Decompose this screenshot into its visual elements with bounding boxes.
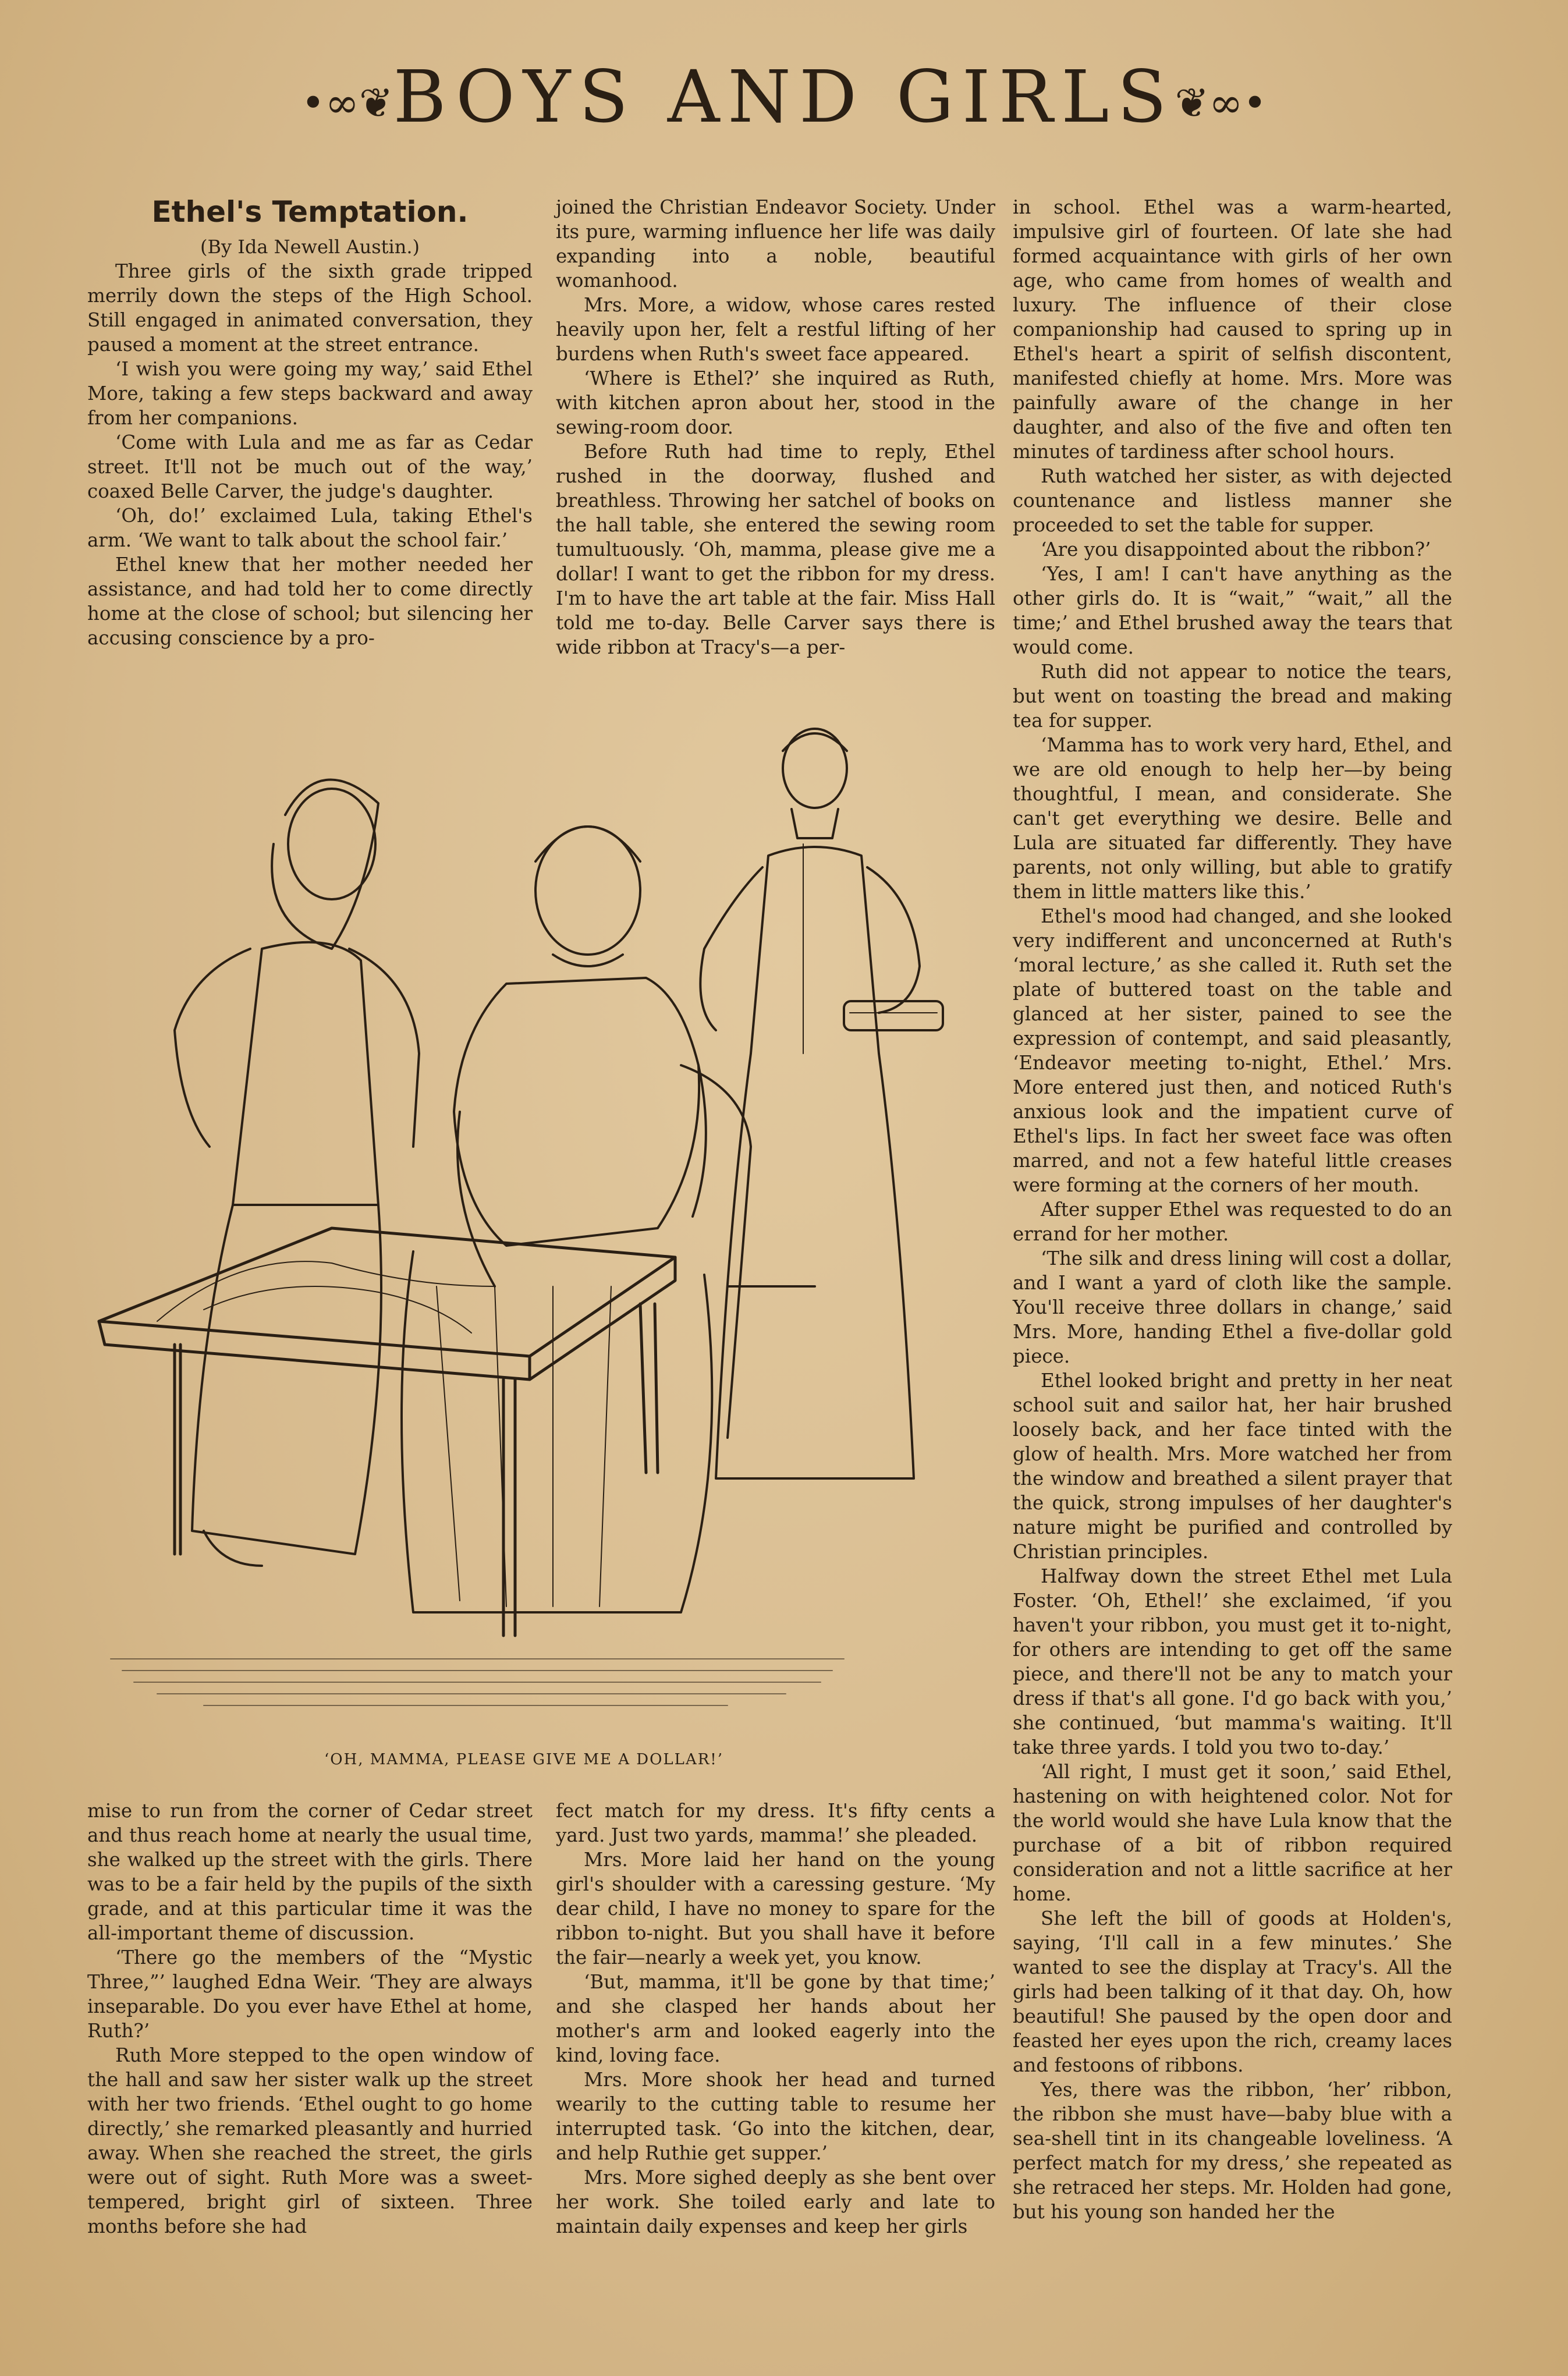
masthead xyxy=(0,55,1568,143)
paragraph: Yes, there was the ribbon, ‘her’ ribbon, the ribbon she must have—baby blue with a sea-shell tint in its changeable loveliness. ‘A perfect match for my dress,’ she repeated as she retraced her steps. Mr. Holden had gone, but his young son handed her the xyxy=(1013,2079,1452,2223)
column-3 xyxy=(1013,195,1452,2224)
paragraph: ‘The silk and dress lining will cost a dollar, and I want a yard of cloth like the sample. You'll receive three dollars in change,’ said Mrs. More, handing Ethel a five-dollar gold piece. xyxy=(1013,1247,1452,1367)
paragraph: Halfway down the street Ethel met Lula Foster. ‘Oh, Ethel!’ she exclaimed, ‘if you haven't your ribbon, you must get it to-night, for others are intending to get off the same piece, and there'll not be any to match your dress if that's all gone. I'd go back with you,’ she continued, ‘but mamma's waiting. It'll take three yards. I told you two to-day.’ xyxy=(1013,1565,1452,1758)
paragraph: Ethel looked bright and pretty in her neat school suit and sailor hat, her hair brushed loosely back, and her face tinted with the glow of health. Mrs. More watched her from the window and breathed a silent prayer that the quick, strong impulses of her daughter's nature might be purified and controlled by Christian principles. xyxy=(1013,1370,1452,1563)
paragraph: ‘Are you disappointed about the ribbon?’ xyxy=(1041,538,1431,561)
paragraph: ‘Where is Ethel?’ she inquired as Ruth, with kitchen apron about her, stood in the sewing-room door. xyxy=(556,367,995,438)
paragraph: Ethel knew that her mother needed her assistance, and had told her to come directly home at the close of school; but silencing her accusing conscience by a pro- xyxy=(87,554,533,649)
paragraph: ‘Oh, do!’ exclaimed Lula, taking Ethel's arm. ‘We want to talk about the school fair.’ xyxy=(87,505,533,551)
chair xyxy=(681,1065,815,1438)
paragraph: Mrs. More sighed deeply as she bent over her work. She toiled early and late to maintain daily expenses and keep her girls xyxy=(556,2166,995,2237)
paragraph: Mrs. More laid her hand on the young girl's shoulder with a caressing gesture. ‘My dear child, I have no money to spare for the ribbon to-night. But you shall have it before the fair—nearly a week yet, you know. xyxy=(556,1849,995,1969)
paragraph: ‘I wish you were going my way,’ said Ethel More, taking a few steps backward and away from her companions. xyxy=(87,358,533,429)
paragraph: mise to run from the corner of Cedar street and thus reach home at nearly the usual time, she walked up the street with the girls. There was to be a fair held by the pupils of the sixth grade, and at this particular time it was the all-important theme of discussion. xyxy=(87,1800,533,1944)
paragraph: Mrs. More shook her head and turned wearily to the cutting table to resume her interrupted task. ‘Go into the kitchen, dear, and help Ruthie get supper.’ xyxy=(556,2069,995,2164)
paragraph: Ruth watched her sister, as with dejected countenance and listless manner she proceeded to set the table for supper. xyxy=(1013,465,1452,536)
column-2-bottom xyxy=(556,1799,995,2239)
story-byline: (By Ida Newell Austin.) xyxy=(200,236,420,258)
paragraph: Ruth did not appear to notice the tears, but went on toasting the bread and making tea for supper. xyxy=(1013,661,1452,732)
paragraph: ‘There go the members of the “Mystic Three,”’ laughed Edna Weir. ‘They are always inseparable. Do you ever have Ethel at home, Ruth?’ xyxy=(87,1946,533,2042)
paragraph: After supper Ethel was requested to do an errand for her mother. xyxy=(1013,1198,1452,1245)
floor-hatching xyxy=(111,1659,844,1705)
paragraph: fect match for my dress. It's fifty cents a yard. Just two yards, mamma!’ she pleaded. xyxy=(556,1800,995,1846)
paragraph: She left the bill of goods at Holden's, saying, ‘I'll call in a few minutes.’ She wanted to see the display at Tracy's. All the girls had been talking of it that day. Oh, how beautiful! She paused by the open door and feasted her eyes upon the rich, creamy laces and festoons of ribbons. xyxy=(1013,1907,1452,2076)
illustration-caption: ‘OH, MAMMA, PLEASE GIVE ME A DOLLAR!’ xyxy=(324,1751,724,1768)
paragraph: joined the Christian Endeavor Society. Under its pure, warming influence her life was daily expanding into a noble, beautiful womanhood. xyxy=(556,196,995,292)
figure-mother xyxy=(402,827,712,1612)
paragraph: ‘But, mamma, it'll be gone by that time;’ and she clasped her hands about her mother's arm and looked eagerly into the kind, loving face. xyxy=(556,1971,995,2066)
column-1-top xyxy=(87,195,533,650)
illustration-engraving xyxy=(87,704,978,1740)
paragraph: Ethel's mood had changed, and she looked very indifferent and unconcerned at Ruth's ‘moral lecture,’ as she called it. Ruth set the plate of buttered toast on the table and glanced at her sister, pained to see the expression of contempt, and said pleasantly, ‘Endeavor meeting to-night, Ethel.’ Mrs. More entered just then, and noticed Ruth's anxious look and the impatient curve of Ethel's lips. In fact her sweet face was often marred, and not a few hateful little creases were forming at the corners of her mouth. xyxy=(1013,905,1452,1196)
paragraph: ‘All right, I must get it soon,’ said Ethel, hastening on with heightened color. Not for the world would she have Lula know that the purchase of a bit of ribbon required consideration and not a little sacrifice at her home. xyxy=(1013,1761,1452,1905)
masthead-ornament-right: ❦∞• xyxy=(1175,79,1267,127)
paragraph: in school. Ethel was a warm-hearted, impulsive girl of fourteen. Of late she had formed acquaintance with girls of her own age, who came from homes of wealth and luxury. The influence of their close companionship had caused to spring up in Ethel's heart a spirit of selfish discontent, manifested chiefly at home. Mrs. More was painfully aware of the change in her daughter, and also of the five and often ten minutes of tardiness after school hours. xyxy=(1013,196,1452,463)
paragraph: Before Ruth had time to reply, Ethel rushed in the doorway, flushed and breathless. Throwing her satchel of books on the hall table, she entered the sewing room tumultuously. ‘Oh, mamma, please give me a dollar! I want to get the ribbon for my dress. I'm to have the art table at the fair. Miss Hall told me to-day. Belle Carver says there is wide ribbon at Tracy's—a per- xyxy=(556,441,995,658)
story-title: Ethel's Temptation. xyxy=(151,195,469,229)
figure-ethel xyxy=(175,780,419,1566)
paragraph: Ruth More stepped to the open window of the hall and saw her sister walk up the street with her two friends. ‘Ethel ought to go home directly,’ she remarked pleasantly and hurried away. When she reached the street, the girls were out of sight. Ruth More was a sweet-tempered, bright girl of sixteen. Three months before she had xyxy=(87,2044,533,2237)
paragraph: ‘Mamma has to work very hard, Ethel, and we are old enough to help her—by being thoughtful, I mean, and considerate. She can't get everything we desire. Belle and Lula are situated far differently. They have parents, not only willing, but able to gratify them in little matters like this.’ xyxy=(1013,734,1452,903)
paragraph: ‘Come with Lula and me as far as Cedar street. It'll not be much out of the way,’ coaxed Belle Carver, the judge's daughter. xyxy=(87,431,533,502)
paragraph: ‘Yes, I am! I can't have anything as the other girls do. It is “wait,” “wait,” all the time;’ and Ethel brushed away the tears that would come. xyxy=(1013,563,1452,658)
column-2-top xyxy=(556,195,995,659)
paragraph: Three girls of the sixth grade tripped merrily down the steps of the High School. Still engaged in animated conversation, they paused a moment at the street entrance. xyxy=(87,260,533,356)
paragraph: Mrs. More, a widow, whose cares rested heavily upon her, felt a restful lifting of her burdens when Ruth's sweet face appeared. xyxy=(556,294,995,365)
masthead-title: BOYS AND GIRLS xyxy=(393,55,1175,139)
cutting-table xyxy=(99,1228,675,1636)
masthead-ornament-left: •∞❦ xyxy=(301,79,393,127)
column-1-bottom xyxy=(87,1799,533,2239)
